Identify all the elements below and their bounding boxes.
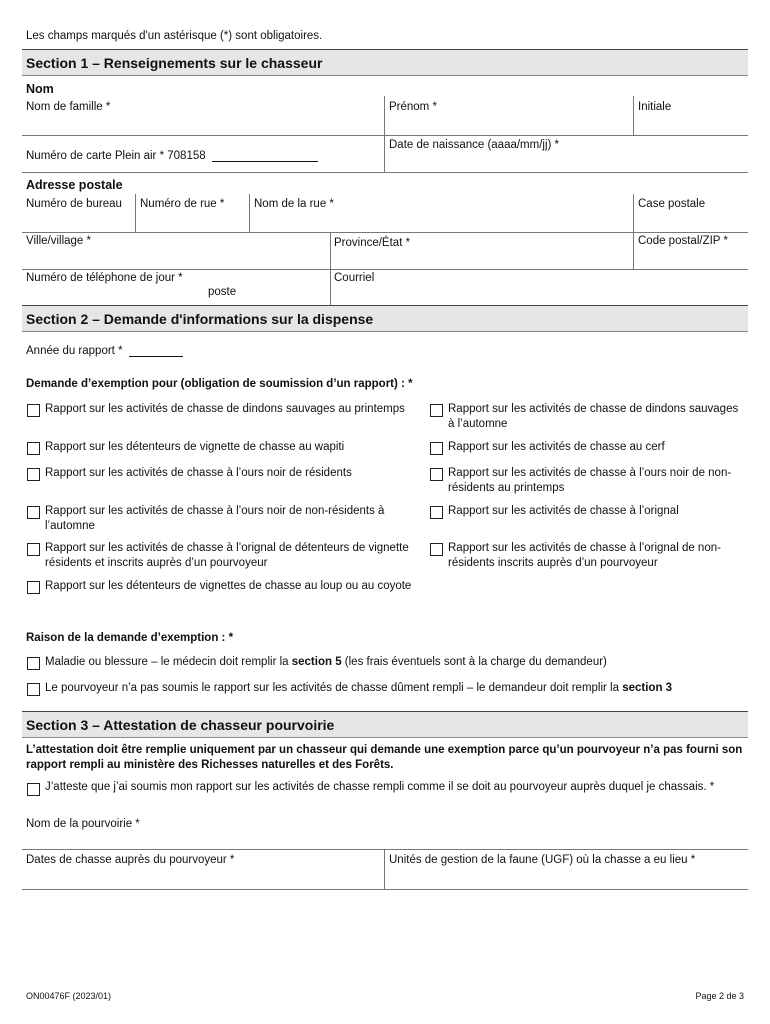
checkbox-moose-nonresident-outfitter[interactable]	[430, 543, 443, 556]
form-id: ON00476F (2023/01)	[26, 991, 112, 1001]
section-1-header	[22, 49, 748, 76]
wmu-label: Unités de gestion de la faune (UGF) où la chasse a eu lieu *	[389, 854, 696, 866]
outfitter-name-field[interactable]	[22, 832, 748, 848]
option-elk-tag: Rapport sur les détenteurs de vignette de chasse au wapiti	[45, 441, 345, 453]
email-label: Courriel	[334, 272, 375, 284]
outfitter-name-label: Nom de la pourvoirie *	[26, 818, 140, 830]
street-number-label: Numéro de rue *	[140, 198, 225, 210]
birth-date-field[interactable]	[385, 136, 748, 171]
required-fields-note: Les champs marqués d'un astérisque (*) sont obligatoires.	[26, 30, 323, 42]
report-year-label: Année du rapport *	[26, 344, 183, 357]
checkbox-turkey-fall[interactable]	[430, 404, 443, 417]
checkbox-elk-tag[interactable]	[27, 442, 40, 455]
postal-code-label: Code postal/ZIP *	[638, 235, 728, 247]
option-deer: Rapport sur les activités de chasse au cerf	[448, 441, 665, 453]
option-moose-nonresident-outfitter: Rapport sur les activités de chasse à l’orignal de non-résidents inscrits auprès d’un pourvoyeur	[448, 542, 721, 569]
page-number: Page 2 de 3	[695, 991, 744, 1001]
city-label: Ville/village *	[26, 235, 91, 247]
street-name-label: Nom de la rue *	[254, 198, 334, 210]
checkbox-reason-illness[interactable]	[27, 657, 40, 670]
option-moose-resident-outfitter: Rapport sur les activités de chasse à l’orignal de détenteurs de vignette résidents et inscrits auprès d’un pourvoyeur	[45, 542, 409, 569]
wmu-field[interactable]	[385, 850, 748, 888]
section-1-title: Section 1 – Renseignements sur le chasseur	[26, 55, 323, 71]
option-wolf-coyote: Rapport sur les détenteurs de vignettes de chasse au loup ou au coyote	[45, 580, 412, 592]
checkbox-reason-outfitter[interactable]	[27, 683, 40, 696]
outdoors-card-label: Numéro de carte Plein air * 708158	[26, 149, 318, 162]
section-3-header	[22, 711, 748, 738]
divider	[22, 889, 748, 890]
province-label: Province/État *	[334, 237, 411, 249]
exemption-heading: Demande d’exemption pour (obligation de soumission d’un rapport) : *	[26, 378, 413, 390]
attest-statement: J’atteste que j’ai soumis mon rapport sur les activités de chasse rempli comme il se doit au pourvoyeur auprès duquel je chassais. *	[45, 781, 715, 793]
address-heading: Adresse postale	[26, 178, 123, 192]
last-name-field[interactable]	[22, 96, 384, 134]
reason-illness: Maladie ou blessure – le médecin doit remplir la section 5 (les frais éventuels sont à la charge du demandeur)	[45, 656, 607, 668]
divider	[633, 232, 634, 269]
option-moose: Rapport sur les activités de chasse à l’orignal	[448, 505, 679, 517]
option-bear-nonresident-fall: Rapport sur les activités de chasse à l’ours noir de non-résidents à l’automne	[45, 505, 385, 532]
checkbox-turkey-spring[interactable]	[27, 404, 40, 417]
attestation-note: L’attestation doit être remplie uniquement par un chasseur qui demande une exemption parce qu’un pourvoyeur n’a pas fourni son rapport rempli au ministère des Richesses naturelles et des Forêts.	[26, 744, 743, 771]
checkbox-attest[interactable]	[27, 783, 40, 796]
first-name-field[interactable]	[385, 96, 633, 134]
hunt-dates-label: Dates de chasse auprès du pourvoyeur *	[26, 854, 235, 866]
divider	[330, 232, 331, 269]
report-year-input[interactable]	[129, 344, 183, 357]
divider	[633, 194, 634, 232]
checkbox-bear-nonresident-fall[interactable]	[27, 506, 40, 519]
initial-field[interactable]	[634, 96, 748, 134]
checkbox-bear-nonresident-spring[interactable]	[430, 468, 443, 481]
reason-heading: Raison de la demande d’exemption : *	[26, 632, 234, 644]
checkbox-moose[interactable]	[430, 506, 443, 519]
checkbox-deer[interactable]	[430, 442, 443, 455]
birth-date-label: Date de naissance (aaaa/mm/jj) *	[389, 139, 560, 151]
option-bear-residents: Rapport sur les activités de chasse à l’ours noir de résidents	[45, 467, 352, 479]
name-heading: Nom	[26, 82, 54, 96]
option-turkey-spring: Rapport sur les activités de chasse de dindons sauvages au printemps	[45, 403, 405, 415]
hunt-dates-field[interactable]	[22, 850, 384, 888]
initial-label: Initiale	[638, 101, 672, 113]
outdoors-card-input[interactable]	[212, 149, 318, 162]
reason-outfitter: Le pourvoyeur n’a pas soumis le rapport sur les activités de chasse dûment rempli – le demandeur doit remplir la section 3	[45, 682, 673, 694]
section-2-title: Section 2 – Demande d'informations sur la dispense	[26, 311, 374, 327]
checkbox-bear-residents[interactable]	[27, 468, 40, 481]
divider	[135, 194, 136, 232]
divider	[22, 172, 748, 173]
po-box-label: Case postale	[638, 198, 706, 210]
option-turkey-fall: Rapport sur les activités de chasse de dindons sauvages à l’automne	[448, 403, 739, 430]
divider	[249, 194, 250, 232]
email-field[interactable]	[331, 270, 748, 304]
first-name-label: Prénom *	[389, 101, 437, 113]
section-2-header	[22, 305, 748, 332]
section-3-title: Section 3 – Attestation de chasseur pourvoirie	[26, 717, 335, 733]
checkbox-wolf-coyote[interactable]	[27, 581, 40, 594]
option-bear-nonresident-spring: Rapport sur les activités de chasse à l’ours noir de non-résidents au printemps	[448, 467, 732, 494]
unit-number-label: Numéro de bureau	[26, 198, 122, 210]
checkbox-moose-resident-outfitter[interactable]	[27, 543, 40, 556]
divider	[22, 232, 748, 233]
phone-label: Numéro de téléphone de jour *	[26, 272, 183, 284]
extension-label: poste	[208, 286, 237, 298]
last-name-label: Nom de famille *	[26, 101, 111, 113]
